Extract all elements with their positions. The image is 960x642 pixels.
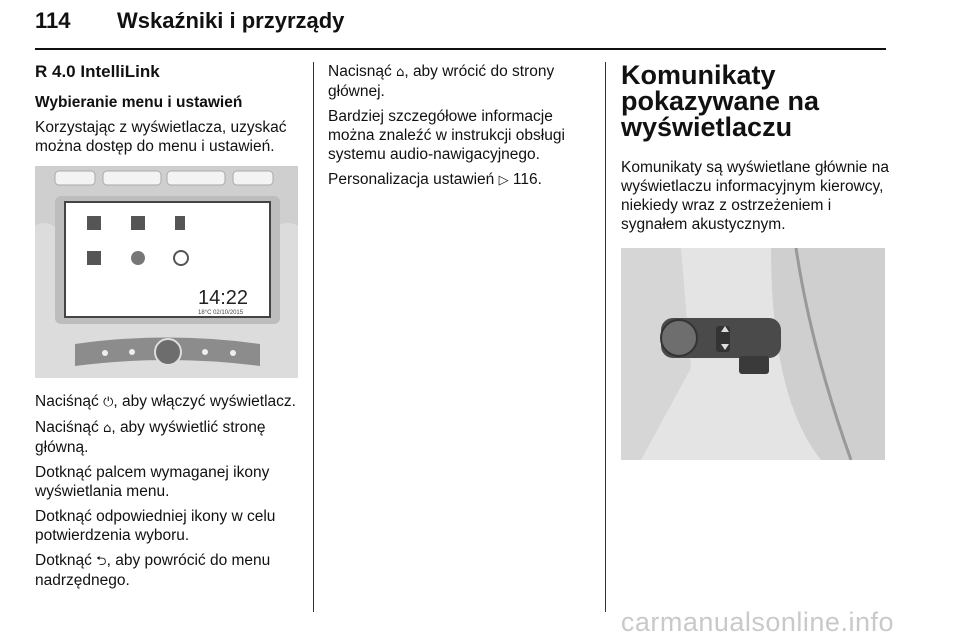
column-divider-1 <box>313 62 314 612</box>
stalk-button-icon <box>661 320 697 356</box>
section-heading: Komunikaty pokazywane na wyświetlaczu <box>621 60 820 142</box>
page-reference-link[interactable]: 116. <box>508 171 542 188</box>
page-reference-icon: ▷ <box>498 173 509 188</box>
header-rule <box>35 48 886 50</box>
paragraph-return-home: Nacisnąć ⌂, aby wrócić do strony głównej. <box>328 63 555 100</box>
display-status: 18°C 02/10/2015 <box>198 310 244 316</box>
column-2 <box>328 62 593 196</box>
column-1 <box>35 62 303 596</box>
paragraph-touch-icon: Dotknąć palcem wymaganej ikony wyświetlania menu. <box>35 464 270 500</box>
page-title: Wskaźniki i przyrządy <box>117 8 345 33</box>
paragraph-details: Bardziej szczegółowe informacje można znaleźć w instrukcji obsługi systemu audio-nawigacyjnego. <box>328 108 565 163</box>
steering-column-stalk-image <box>621 248 885 460</box>
subheading: Wybieranie menu i ustawień <box>35 94 243 111</box>
home-knob-icon <box>155 339 181 365</box>
column-3 <box>621 62 889 474</box>
home-icon: ⌂ <box>103 421 112 436</box>
column-divider-2 <box>605 62 606 612</box>
paragraph-back: Dotknąć ⮌, aby powrócić do menu nadrzędnego. <box>35 552 271 589</box>
display-clock: 14:22 <box>198 287 249 309</box>
page-number: 114 <box>35 8 71 33</box>
back-icon: ⮌ <box>96 554 107 569</box>
messages-paragraph: Komunikaty są wyświetlane głównie na wyświetlaczu informacyjnym kierowcy, niekiedy wraz z ostrzeżeniem i sygnałem akustycznym. <box>621 159 889 233</box>
intro-paragraph: Korzystając z wyświetlacza, uzyskać można dostęp do menu i ustawień. <box>35 119 287 155</box>
power-icon: ⏻ <box>103 395 114 410</box>
paragraph-confirm: Dotknąć odpowiedniej ikony w celu potwierdzenia wyboru. <box>35 508 276 544</box>
infotainment-display-image <box>35 166 298 378</box>
paragraph-power: Naciśnąć ⏻, aby włączyć wyświetlacz. <box>35 393 296 410</box>
watermark: carmanualsonline.info <box>620 607 894 637</box>
home-icon: ⌂ <box>396 65 405 80</box>
page-header <box>35 8 885 48</box>
paragraph-personalization: Personalizacja ustawień ▷ 116. <box>328 171 542 188</box>
section-title: R 4.0 IntelliLink <box>35 62 160 81</box>
paragraph-home: Naciśnąć ⌂, aby wyświetlić stronę główną. <box>35 419 266 456</box>
